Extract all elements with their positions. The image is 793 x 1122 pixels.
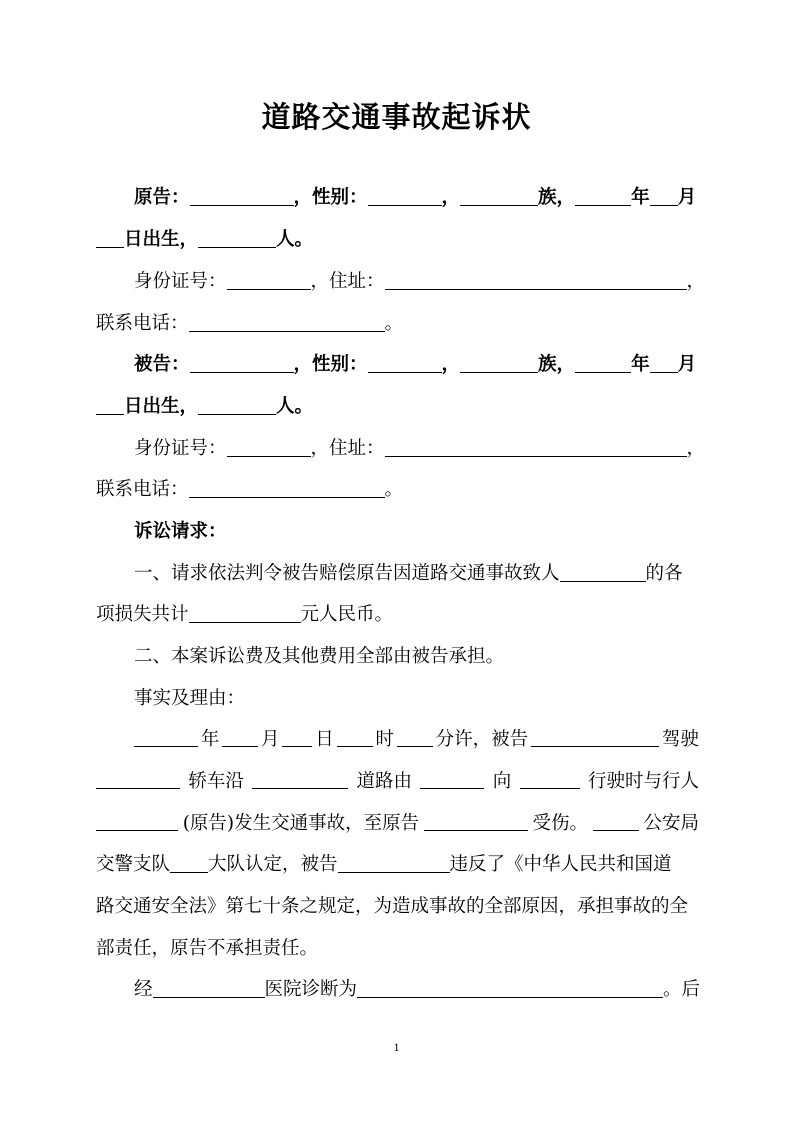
defendant-name-blank-2[interactable]: [338, 852, 450, 873]
defendant-ethnic-blank[interactable]: [460, 352, 538, 373]
document-title: 道路交通事故起诉状: [261, 100, 532, 134]
plaintiff-label: 原告：: [134, 187, 190, 208]
plaintiff-address-blank[interactable]: [385, 269, 687, 290]
page-number: 1: [393, 1040, 400, 1054]
drive-label: 驾驶: [661, 729, 699, 750]
police-label: 公安局: [643, 813, 699, 834]
gender-label: ，性别：: [293, 354, 368, 375]
to-label: 向: [492, 771, 512, 792]
plaintiff-line-4: [96, 310, 699, 338]
pedestrian-name-blank[interactable]: [96, 810, 178, 831]
diagnosis-blank[interactable]: [357, 977, 663, 998]
violation-text: 违反了《中华人民共和国道: [449, 854, 672, 875]
via-label: 经: [134, 979, 153, 1000]
phone-label: 联系电话：: [96, 313, 189, 334]
month-label: 月: [261, 729, 280, 750]
determination-text: 大队认定，被告: [208, 854, 338, 875]
address-label: ，住址：: [310, 438, 385, 459]
day-label: 日: [315, 729, 334, 750]
defendant-gender-blank[interactable]: [368, 352, 442, 373]
accident-minute-blank[interactable]: [397, 726, 433, 747]
facts-line-2: [96, 768, 699, 796]
month-label: 月: [677, 187, 697, 208]
year-label: 年: [631, 187, 650, 208]
claims-heading: 诉讼请求：: [134, 521, 227, 542]
continuation-text: 。后: [663, 979, 701, 1000]
phone-label: 联系电话：: [96, 479, 189, 500]
to-direction-blank[interactable]: [520, 768, 580, 789]
ethnic-label: 族，: [538, 354, 576, 375]
facts-heading: 事实及理由：: [134, 688, 246, 709]
accident-hour-blank[interactable]: [337, 726, 373, 747]
claim-1-text-c: 项损失共计: [96, 604, 189, 625]
accident-text: (原告)发生交通事故，至原告: [182, 813, 420, 834]
diagnosis-label: 医院诊断为: [264, 979, 358, 1000]
car-plate-blank[interactable]: [96, 768, 180, 789]
facts-line-7: [134, 976, 699, 1004]
claim-1-text: 一、请求依法判令被告赔偿原告因道路交通事故致人: [134, 563, 560, 584]
born-label: 日出生，: [124, 229, 199, 250]
month-label: 月: [677, 354, 697, 375]
comma: ，: [441, 354, 461, 375]
plaintiff-month-blank[interactable]: [650, 185, 678, 206]
injured-label: 受伤。: [532, 813, 589, 834]
plaintiff-day-blank[interactable]: [96, 227, 124, 248]
period: 。: [384, 479, 404, 500]
accident-year-blank[interactable]: [134, 726, 198, 747]
minute-label: 分许，被告: [435, 729, 529, 750]
defendant-year-blank[interactable]: [575, 352, 631, 373]
plaintiff-name-blank[interactable]: [190, 185, 294, 206]
defendant-origin-blank[interactable]: [198, 394, 276, 415]
plaintiff-year-blank[interactable]: [575, 185, 631, 206]
comma: ，: [441, 187, 461, 208]
defendant-month-blank[interactable]: [650, 352, 678, 373]
id-label: 身份证号：: [134, 271, 227, 292]
person-label: 人。: [276, 396, 314, 417]
pedestrian-label: 行驶时与行人: [587, 771, 699, 792]
defendant-line-1: [134, 351, 699, 379]
claim-2: 二、本案诉讼费及其他费用全部由被告承担。: [134, 646, 505, 667]
gender-label: ，性别：: [293, 187, 368, 208]
comma: ，: [686, 271, 706, 292]
traffic-police-label: 交警支队: [96, 854, 171, 875]
address-label: ，住址：: [310, 271, 385, 292]
defendant-day-blank[interactable]: [96, 394, 124, 415]
hour-label: 时: [375, 729, 394, 750]
car-label: 轿车沿: [188, 771, 244, 792]
id-label: 身份证号：: [134, 438, 227, 459]
accident-month-blank[interactable]: [222, 726, 258, 747]
claim-1-text-b: 的各: [645, 563, 683, 584]
plaintiff-line-3: [134, 268, 706, 296]
hospital-blank[interactable]: [153, 977, 265, 998]
defendant-line-3: [134, 435, 706, 463]
facts-line-4: [96, 851, 699, 879]
ethnic-label: 族，: [538, 187, 576, 208]
amount-blank[interactable]: [189, 602, 301, 623]
defendant-phone-blank[interactable]: [189, 477, 385, 498]
year-label: 年: [631, 354, 650, 375]
claim-1-line-2: [96, 601, 699, 629]
plaintiff-phone-blank[interactable]: [189, 311, 385, 332]
claim-1-line-1: [134, 560, 699, 588]
born-label: 日出生，: [124, 396, 199, 417]
plaintiff-line-2: [96, 226, 699, 254]
defendant-address-blank[interactable]: [385, 436, 687, 457]
brigade-blank[interactable]: [170, 852, 208, 873]
period: 。: [384, 313, 404, 334]
plaintiff-line-1: [134, 184, 699, 212]
injury-blank[interactable]: [424, 810, 528, 831]
facts-line-1: [134, 726, 699, 754]
defendant-id-blank[interactable]: [227, 436, 311, 457]
claim-1-text-d: 元人民币。: [300, 604, 394, 625]
defendant-label: 被告：: [134, 354, 190, 375]
driver-name-blank[interactable]: [531, 726, 659, 747]
road-name-blank[interactable]: [252, 768, 348, 789]
comma: ，: [686, 438, 706, 459]
police-city-blank[interactable]: [593, 810, 639, 831]
plaintiff-id-blank[interactable]: [227, 269, 311, 290]
facts-line-6: 部责任，原告不承担责任。: [96, 938, 319, 959]
plaintiff-ethnic-blank[interactable]: [460, 185, 538, 206]
road-label: 道路由: [356, 771, 413, 792]
facts-line-5: 路交通安全法》第七十条之规定，为造成事故的全部原因，承担事故的全: [96, 896, 689, 917]
victim-name-blank[interactable]: [560, 561, 646, 582]
defendant-line-2: [96, 393, 699, 421]
defendant-line-4: [96, 476, 699, 504]
plaintiff-gender-blank[interactable]: [368, 185, 442, 206]
person-label: 人。: [276, 229, 314, 250]
defendant-name-blank[interactable]: [190, 352, 294, 373]
plaintiff-origin-blank[interactable]: [198, 227, 276, 248]
facts-line-3: [96, 810, 699, 838]
year-label: 年: [200, 729, 220, 750]
accident-day-blank[interactable]: [282, 726, 312, 747]
from-direction-blank[interactable]: [420, 768, 484, 789]
